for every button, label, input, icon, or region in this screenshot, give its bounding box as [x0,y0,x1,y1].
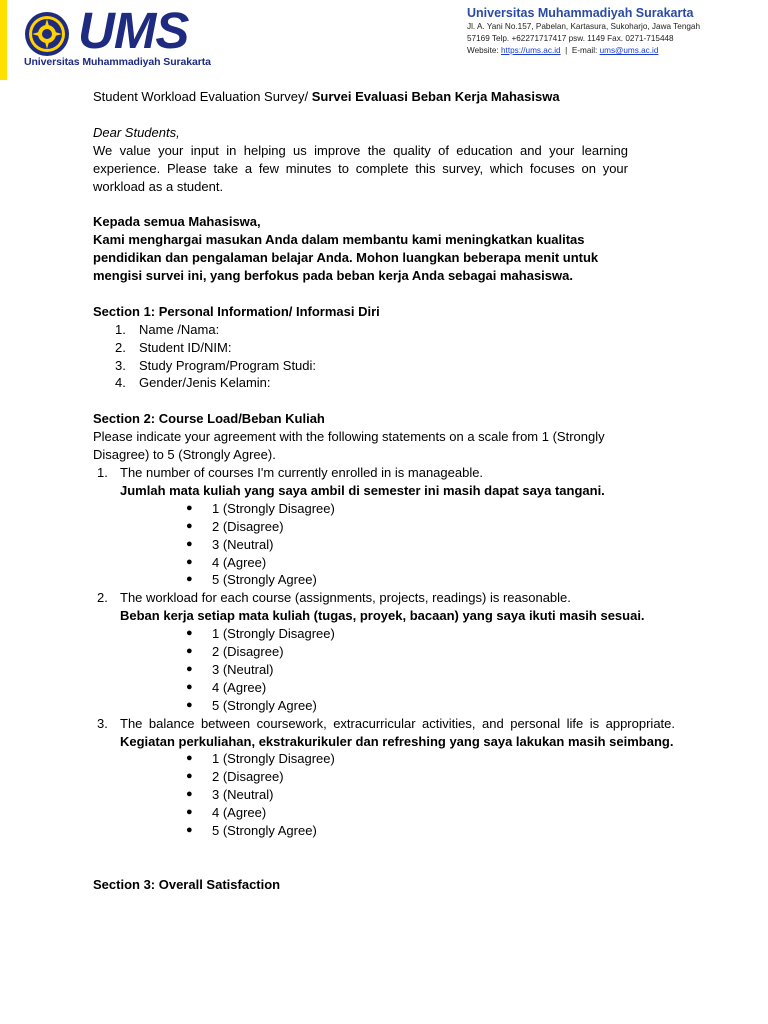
address-line-2: 57169 Telp. +62271717417 psw. 1149 Fax. 0271-715448 [467,34,674,43]
email-link[interactable]: ums@ums.ac.id [599,46,659,55]
question-number: 2. [97,590,108,606]
document-title [93,88,675,106]
section-1-heading: Section 1: Personal Information/ Informasi Diri [93,303,380,319]
bullet-icon: ● [186,824,193,837]
bullet-icon: ● [186,806,193,819]
rating-option[interactable] [120,554,675,572]
rating-option[interactable] [120,661,675,679]
ums-seal-icon [24,11,70,57]
option-label: 3 (Neutral) [212,661,274,677]
item-number: 3. [115,357,126,373]
question-text-en: The number of courses I'm currently enrolled in is manageable. [120,464,484,480]
question-text-id: Beban kerja setiap mata kuliah (tugas, proyek, bacaan) yang saya ikuti masih sesuai. [120,608,645,624]
bullet-icon: ● [186,645,193,658]
intro-id-line-3: mengisi survei ini, yang berfokus pada beban kerja Anda sebagai mahasiswa. [93,268,573,284]
question-2 [93,589,675,714]
rating-option[interactable] [120,500,675,518]
list-item [93,374,675,392]
rating-option[interactable] [120,804,675,822]
bullet-icon: ● [186,555,193,568]
question-number: 1. [97,464,108,480]
rating-option[interactable] [120,822,675,840]
option-label: 4 (Agree) [212,554,267,570]
logo-wordmark: UMS [78,2,189,59]
section-2-heading: Section 2: Course Load/Beban Kuliah [93,411,325,427]
option-label: 2 (Disagree) [212,769,284,785]
bullet-icon: ● [186,573,193,586]
accent-bar [0,0,7,80]
study-program-field-label: Study Program/Program Studi: [139,357,317,373]
rating-option[interactable] [120,697,675,715]
option-label: 5 (Strongly Agree) [212,572,317,588]
option-label: 1 (Strongly Disagree) [212,626,335,642]
option-label: 3 (Neutral) [212,536,274,552]
website-label: Website: [467,46,501,55]
bullet-icon: ● [186,788,193,801]
option-label: 1 (Strongly Disagree) [212,751,335,767]
option-label: 1 (Strongly Disagree) [212,500,335,516]
question-text-id: Jumlah mata kuliah yang saya ambil di semester ini masih dapat saya tangani. [120,482,605,498]
question-1 [93,464,675,589]
rating-option[interactable] [120,643,675,661]
title-english: Student Workload Evaluation Survey/ [93,89,312,104]
bullet-icon: ● [186,698,193,711]
option-label: 2 (Disagree) [212,518,284,534]
bullet-icon: ● [186,752,193,765]
name-field-label: Name /Nama: [139,321,220,337]
question-text [120,715,675,751]
email-label: | E-mail: [560,46,600,55]
rating-option[interactable] [120,518,675,536]
university-name: Universitas Muhammadiyah Surakarta [467,6,694,20]
rating-option[interactable] [120,786,675,804]
option-label: 5 (Strongly Agree) [212,823,317,839]
title-indonesian: Survei Evaluasi Beban Kerja Mahasiswa [311,89,560,104]
option-label: 4 (Agree) [212,805,267,821]
option-label: 2 (Disagree) [212,644,284,660]
option-label: 5 (Strongly Agree) [212,697,317,713]
document-body [93,88,675,894]
question-3 [93,715,675,840]
section-2-instruction: Please indicate your agreement with the following statements on a scale from 1 (Strongly Disagree) to 5 (Strongly Agree). [93,429,605,463]
rating-options [120,750,675,840]
rating-option[interactable] [120,679,675,697]
option-label: 3 (Neutral) [212,787,274,803]
salutation-en: Dear Students, [93,124,180,140]
intro-id-line-1: Kami menghargai masukan Anda dalam membantu kami meningkatkan kualitas [93,232,585,248]
list-item [93,339,675,357]
salutation-id: Kepada semua Mahasiswa, [93,214,261,230]
rating-options [120,500,675,590]
student-id-field-label: Student ID/NIM: [139,339,232,355]
intro-en-paragraph: We value your input in helping us improve the quality of education and your learning experience. Please take a few minutes to complete this survey, which focuses on your workload as a student. [93,142,628,194]
item-number: 4. [115,375,126,391]
bullet-icon: ● [186,501,193,514]
rating-option[interactable] [120,750,675,768]
rating-option[interactable] [120,625,675,643]
question-text-en: The workload for each course (assignments, projects, readings) is reasonable. [120,590,571,606]
intro-id-line-2: pendidikan dan pengalaman belajar Anda. Mohon luangkan beberapa menit untuk [93,250,599,266]
bullet-icon: ● [186,519,193,532]
list-item [93,321,675,339]
rating-option[interactable] [120,768,675,786]
question-number: 3. [97,715,108,731]
bullet-icon: ● [186,627,193,640]
question-text-en: The balance between coursework, extracurricular activities, and personal life is appropriate. [120,715,675,731]
bullet-icon: ● [186,770,193,783]
bullet-icon: ● [186,662,193,675]
bullet-icon: ● [186,537,193,550]
rating-options [120,625,675,715]
contact-line [467,45,762,57]
question-text-id: Kegiatan perkuliahan, ekstrakurikuler dan refreshing yang saya lakukan masih seimbang. [120,733,674,749]
logo-subtitle: Universitas Muhammadiyah Surakarta [24,56,211,68]
website-link[interactable]: https://ums.ac.id [500,46,561,55]
option-label: 4 (Agree) [212,679,267,695]
item-number: 2. [115,339,126,355]
item-number: 1. [115,321,126,337]
personal-info-list [93,321,675,393]
list-item [93,357,675,375]
bullet-icon: ● [186,680,193,693]
rating-option[interactable] [120,571,675,589]
rating-option[interactable] [120,536,675,554]
section-3-heading: Section 3: Overall Satisfaction [93,876,281,892]
university-contact-block [467,5,762,57]
gender-field-label: Gender/Jenis Kelamin: [139,375,271,391]
address-line-1: Jl. A. Yani No.157, Pabelan, Kartasura, Sukoharjo, Jawa Tengah [467,22,701,31]
